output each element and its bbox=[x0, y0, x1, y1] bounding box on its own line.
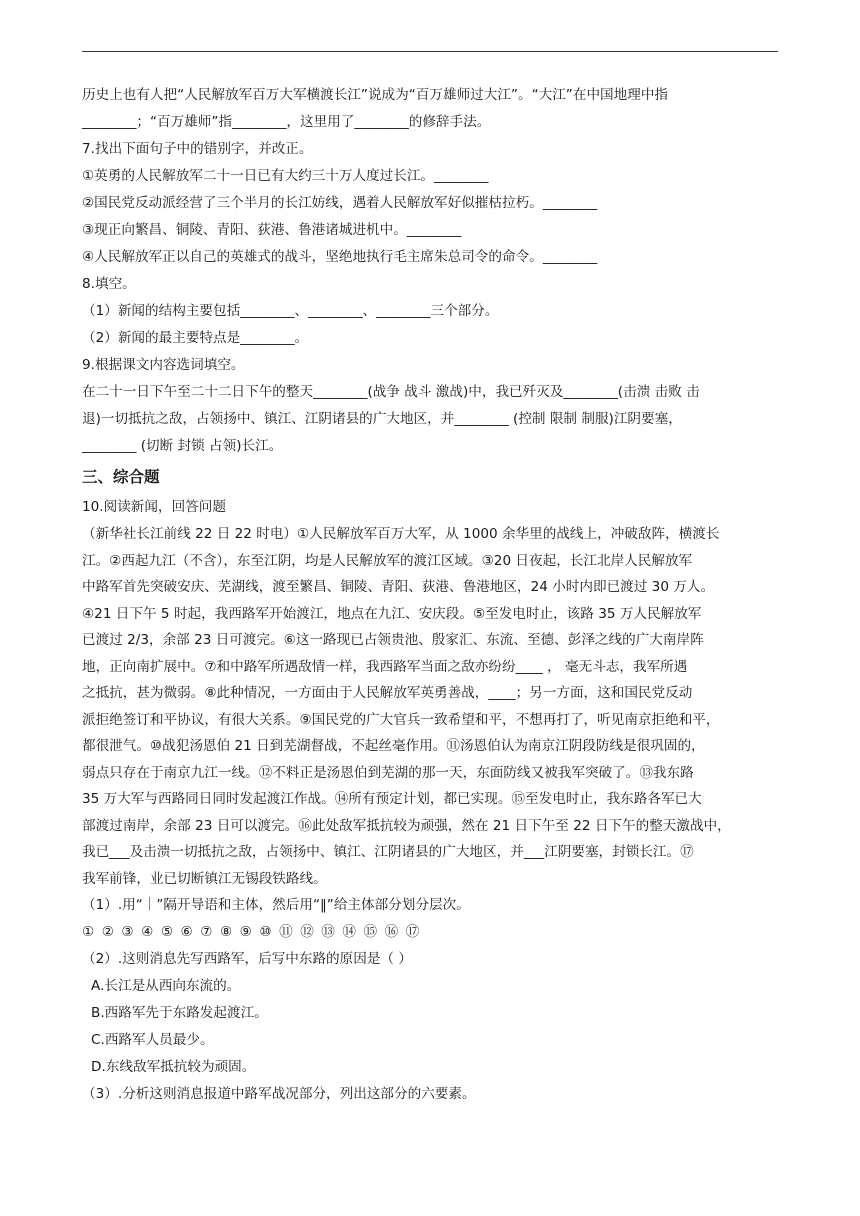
q7-item-2: ②国民党反动派经营了三个半月的长江妨线，遇着人民解放军好似摧枯拉朽。________ bbox=[82, 195, 598, 211]
news-line: ④21 日下午 5 时起，我西路军开始渡江，地点在九江、安庆段。⑤至发电时止，该路 35 万人民解放军 bbox=[82, 605, 702, 622]
question-9: 9.根据课文内容选词填空。 bbox=[82, 357, 245, 373]
subquestion-2: （2）.这则消息先写西路军，后写中东路的原因是（ ） bbox=[82, 951, 412, 967]
q7-item-1: ①英勇的人民解放军二十一日已有大约三十万人度过长江。________ bbox=[82, 168, 489, 184]
question-8: 8.填空。 bbox=[82, 276, 136, 292]
text-line: 历史上也有人把“人民解放军百万大军横渡长江”说成为“百万雄师过大江”。“大江”在中国地理中指 bbox=[82, 87, 669, 103]
sentence-numbers: ① ② ③ ④ ⑤ ⑥ ⑦ ⑧ ⑨ ⑩ ⑪ ⑫ ⑬ ⑭ ⑮ ⑯ ⑰ bbox=[82, 924, 421, 940]
news-line: 都很泄气。⑩战犯汤恩伯 21 日到芜湖督战，不起丝毫作用。⑪汤恩伯认为南京江阴段防线是很巩固的， bbox=[82, 738, 705, 754]
news-line: 部渡过南岸，余部 23 日可以渡完。⑯此处敌军抵抗较为顽强，然在 21 日下午至 22 日下午的整天激战中， bbox=[82, 817, 731, 834]
q7-item-4: ④人民解放军正以自己的英雄式的战斗，坚绝地执行毛主席朱总司令的命令。________ bbox=[82, 249, 598, 265]
news-line: 派拒绝签订和平协议，有很大关系。⑨国民党的广大官兵一致希望和平，不想再打了，听见南京拒绝和平， bbox=[82, 711, 720, 728]
question-7: 7.找出下面句子中的错别字，并改正。 bbox=[82, 141, 313, 157]
question-10: 10.阅读新闻，回答问题 bbox=[82, 499, 226, 515]
option-b: B.西路军先于东路发起渡江。 bbox=[91, 1005, 268, 1021]
news-line: 之抵抗，甚为微弱。⑧此种情况，一方面由于人民解放军英勇善战，____；另一方面，这和国民党反动 bbox=[82, 685, 693, 701]
q7-item-3: ③现正向繁昌、铜陵、青阳、荻港、鲁港诸城进机中。________ bbox=[82, 222, 462, 238]
q9-line-2: 退)一切抵抗之敌，占领扬中、镇江、江阴诸县的广大地区，并________ (控制 限制 制服)江阴要塞， bbox=[82, 411, 682, 427]
news-line: 中路军首先突破安庆、芜湖线，渡至繁昌、铜陵、青阳、荻港、鲁港地区，24 小时内即已渡过 30 万人。 bbox=[82, 579, 715, 595]
news-line: （新华社长江前线 22 日 22 时电）①人民解放军百万大军，从 1000 余华里的战线上，冲破敌阵，横渡长 bbox=[82, 526, 720, 542]
news-line: 我军前锋，业已切断镇江无锡段铁路线。 bbox=[82, 870, 327, 887]
text-line: ________；“百万雄师”指________，这里用了________的修辞手法。 bbox=[82, 114, 491, 130]
news-line: 已渡过 2/3，余部 23 日可渡完。⑥这一路现已占领贵池、殷家汇、东流、至德、彭泽之线的广大南岸阵 bbox=[82, 632, 704, 648]
news-line: 地，正向南扩展中。⑦和中路军所遇敌情一样，我西路军当面之敌亦纷纷____ ， 毫无斗志，我军所遇 bbox=[82, 658, 688, 675]
subquestion-3: （3）.分析这则消息报道中路军战况部分，列出这部分的六要素。 bbox=[82, 1086, 476, 1102]
news-line: 江。②西起九江（不含），东至江阴，均是人民解放军的渡江区域。③20 日夜起，长江北岸人民解放军 bbox=[82, 552, 693, 569]
header-rule bbox=[82, 51, 778, 52]
option-c: C.西路军人员最少。 bbox=[91, 1032, 214, 1048]
section-heading: 三、综合题 bbox=[82, 468, 160, 486]
news-line: 我已___及击溃一切抵抗之敌，占领扬中、镇江、江阴诸县的广大地区，并___江阴要塞，封锁长江。⑰ bbox=[82, 844, 694, 860]
subquestion-1: （1）.用“｜”隔开导语和主体，然后用“‖”给主体部分划分层次。 bbox=[82, 897, 470, 913]
option-d: D.东线敌军抵抗较为顽固。 bbox=[91, 1059, 256, 1075]
news-line: 弱点只存在于南京九江一线。⑫不料正是汤恩伯到芜湖的那一天，东面防线又被我军突破了。⑬我东路 bbox=[82, 764, 694, 781]
q9-line-1: 在二十一日下午至二十二日下午的整天________(战争 战斗 激战)中，我已歼灭及________(击溃 击败 击 bbox=[82, 384, 700, 400]
option-a: A.长江是从西向东流的。 bbox=[91, 978, 241, 994]
q8-item-2: （2）新闻的最主要特点是________。 bbox=[82, 330, 309, 346]
q8-item-1: （1）新闻的结构主要包括________、________、________三个部分。 bbox=[82, 303, 499, 319]
news-line: 35 万大军与西路同日同时发起渡江作战。⑭所有预定计划，都已实现。⑮至发电时止，我东路各军已大 bbox=[82, 791, 702, 807]
worksheet-content bbox=[82, 82, 782, 1108]
q9-line-3: ________ (切断 封锁 占领)长江。 bbox=[82, 438, 283, 454]
news-passage bbox=[82, 521, 782, 892]
